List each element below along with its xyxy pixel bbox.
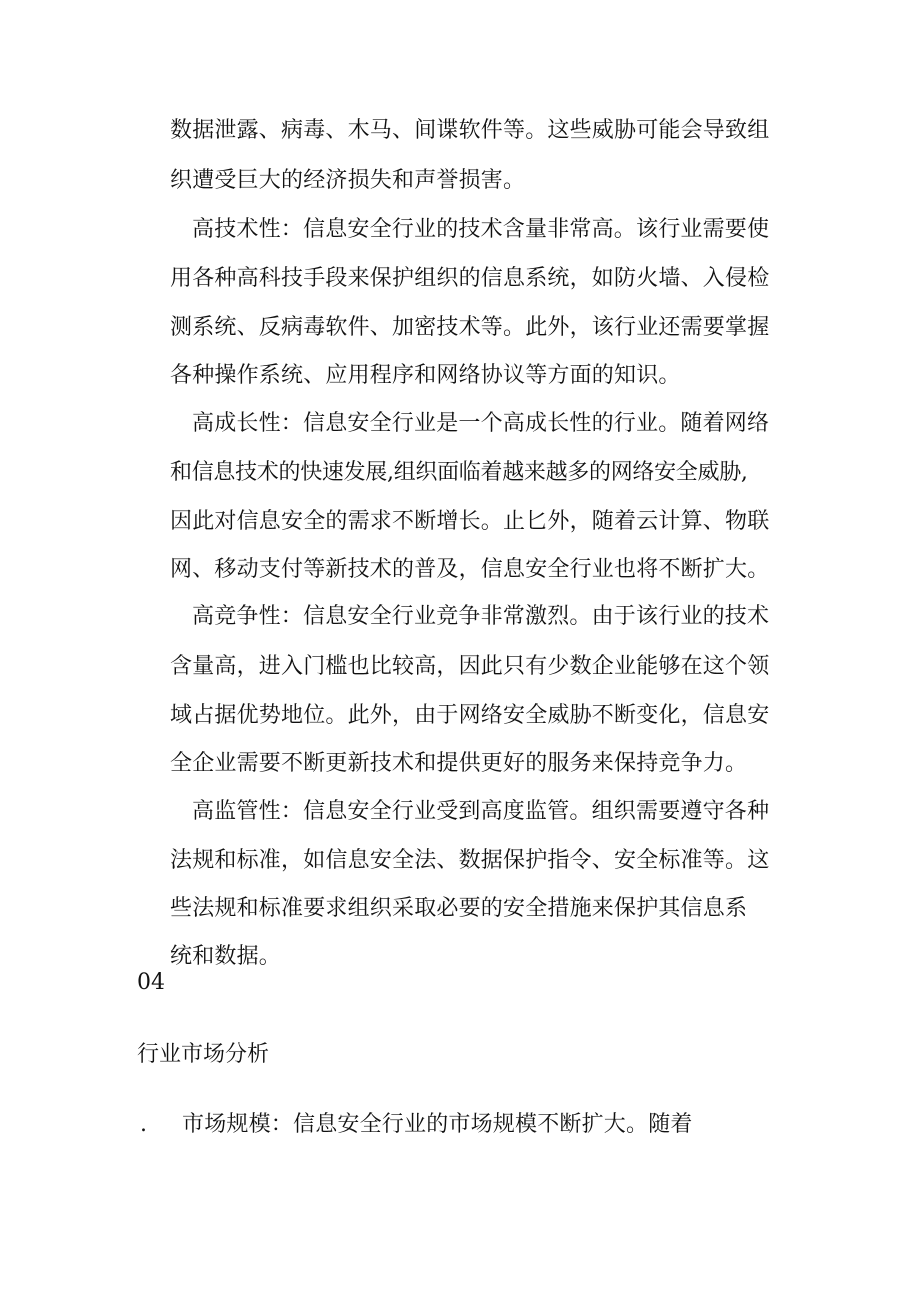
bullet-marker: .: [140, 1112, 147, 1137]
paragraph-regulation-line-4: 统和数据。: [170, 944, 282, 969]
section-title: 行业市场分析: [137, 1042, 270, 1067]
paragraph-intro-line-1: 数据泄露、病毒、木马、间谍软件等。这些威胁可能会导致组: [170, 118, 770, 143]
paragraph-tech-line-3: 测系统、反病毒软件、加密技术等。此外，该行业还需要掌握: [170, 315, 770, 340]
paragraph-growth-line-3: 因此对信息安全的需求不断增长。止匕外，随着云计算、物联: [170, 509, 770, 534]
paragraph-competition-line-1: 高竞争性：信息安全行业竞争非常激烈。由于该行业的技术: [192, 604, 770, 629]
section-number: 04: [137, 970, 165, 995]
bullet-item-text: 市场规模：信息安全行业的市场规模不断扩大。随着: [182, 1112, 693, 1137]
paragraph-competition-line-2: 含量高，进入门槛也比较高，因此只有少数企业能够在这个领: [170, 654, 770, 679]
paragraph-tech-line-2: 用各种高科技手段来保护组织的信息系统，如防火墙、入侵检: [170, 266, 770, 291]
paragraph-regulation-line-2: 法规和标准，如信息安全法、数据保护指令、安全标准等。这: [170, 848, 770, 873]
paragraph-intro-line-2: 织遭受巨大的经济损失和声誉损害。: [170, 168, 526, 193]
paragraph-growth-line-2: 和信息技术的快速发展,组织面临着越来越多的网络安全威胁,: [170, 460, 748, 485]
paragraph-tech-line-4: 各种操作系统、应用程序和网络协议等方面的知识。: [170, 363, 681, 388]
paragraph-growth-line-4: 网、移动支付等新技术的普及，信息安全行业也将不断扩大。: [170, 557, 770, 582]
paragraph-competition-line-3: 域占据优势地位。此外，由于网络安全威胁不断变化，信息安: [170, 703, 770, 728]
paragraph-growth-line-1: 高成长性：信息安全行业是一个高成长性的行业。随着网络: [192, 411, 770, 436]
paragraph-regulation-line-3: 些法规和标准要求组织采取必要的安全措施来保护其信息系: [170, 896, 748, 921]
paragraph-tech-line-1: 高技术性：信息安全行业的技术含量非常高。该行业需要使: [192, 217, 770, 242]
paragraph-regulation-line-1: 高监管性：信息安全行业受到高度监管。组织需要遵守各种: [192, 799, 770, 824]
paragraph-competition-line-4: 全企业需要不断更新技术和提供更好的服务来保持竞争力。: [170, 751, 748, 776]
